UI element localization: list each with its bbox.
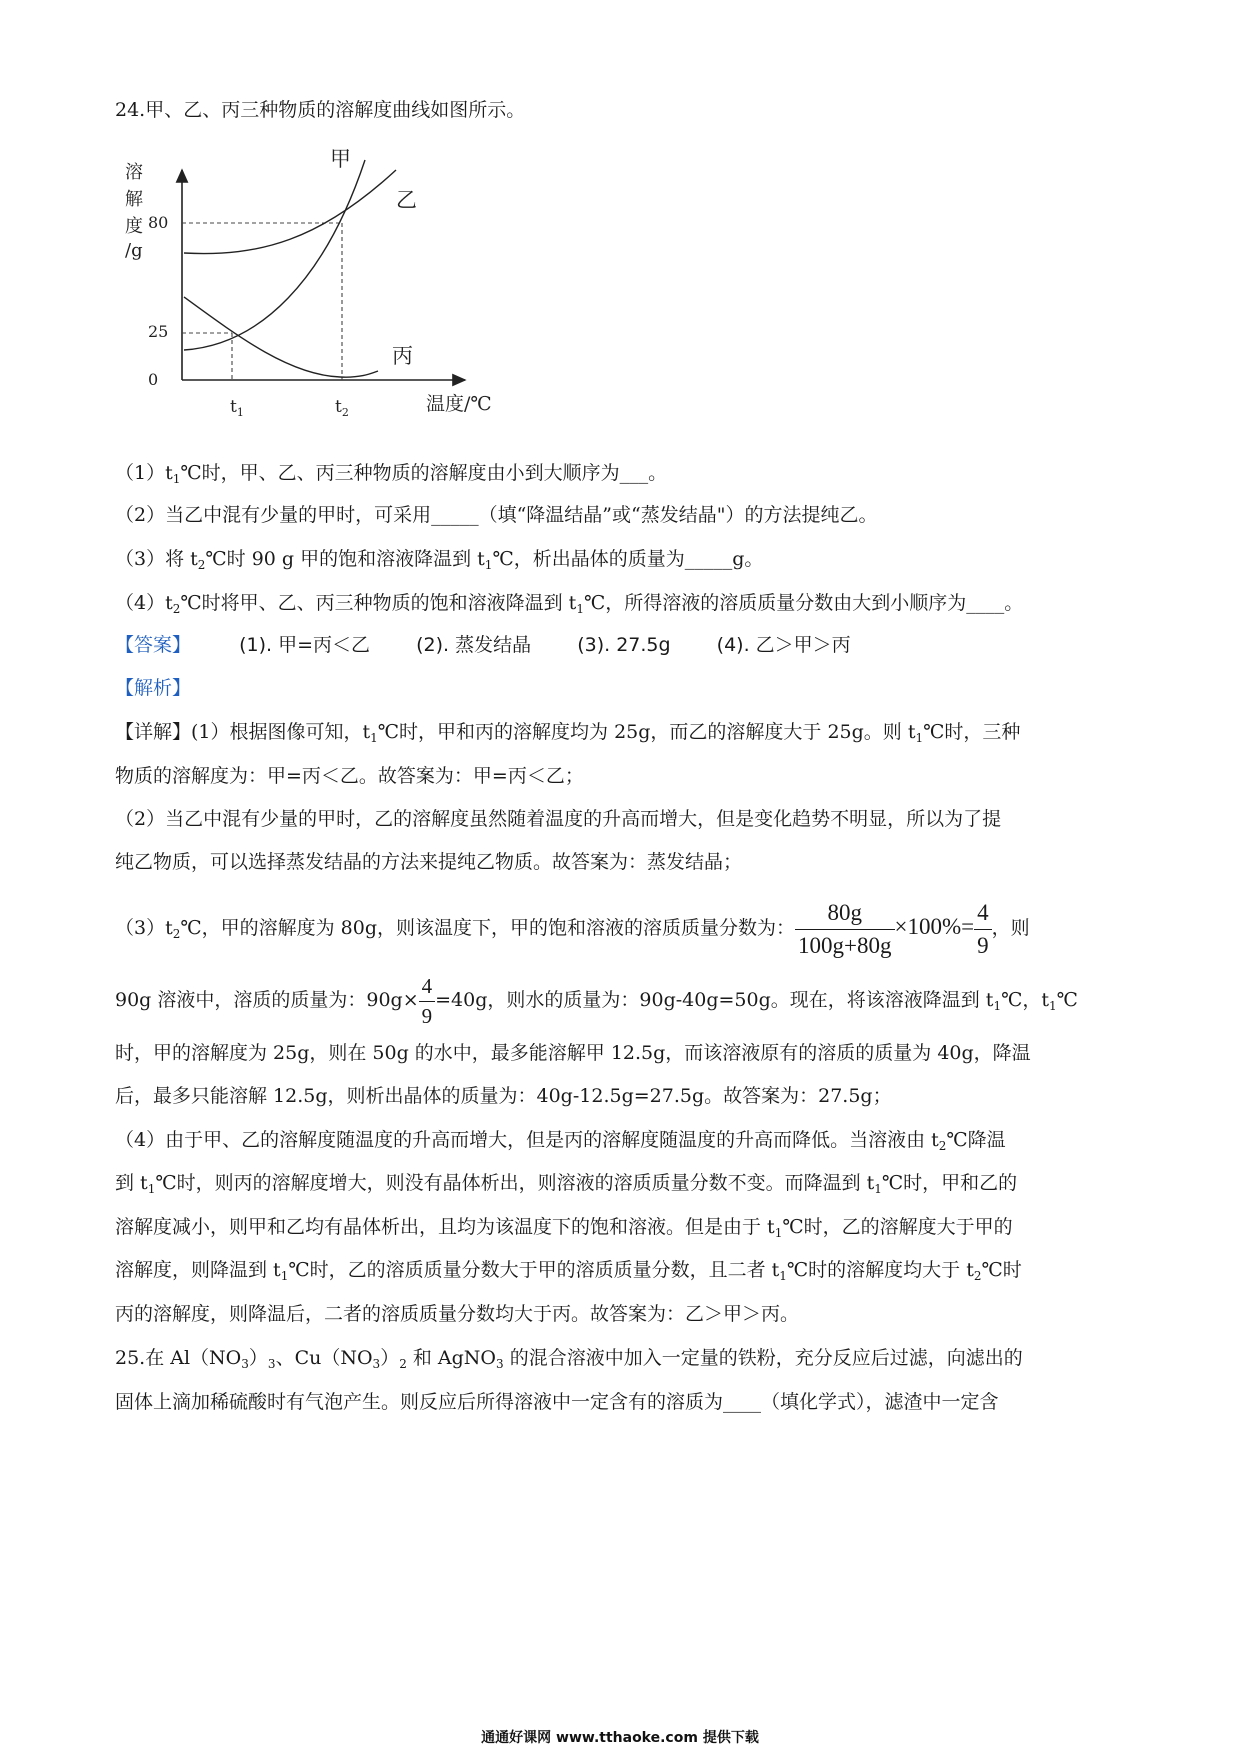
question-25-line2: 固体上滴加稀硫酸时有气泡产生。则反应后所得溶液中一定含有的溶质为____（填化学式），滤渣中一定含 [115,1391,999,1413]
detail-p1-line2: 物质的溶解度为：甲=丙＜乙。故答案为：甲=丙＜乙； [115,765,584,787]
y-axis-label-char: 解 [125,189,143,210]
detail-p4-line4: 溶解度，则降温到 $t_1℃$时，乙的溶质质量分数大于甲的溶质质量分数，且二者 $t_1℃$时的溶解度均大于 $t_2℃$时 [115,1259,1022,1283]
x-axis-label: 温度/℃ [426,393,492,415]
fraction-four-ninths-small: $\frac{4}{9}$ [419,973,436,1030]
detail-p4-line3: 溶解度减小，则甲和乙均有晶体析出，且均为该温度下的饱和溶液。但是由于 $t_1℃$时，乙的溶解度大于甲的 [115,1216,1013,1240]
sub-question-1: $(1)t_1℃$时，甲、乙、丙三种物质的溶解度由小到大顺序为___。 [115,462,668,486]
x-tick-subscript: 2 [341,406,349,419]
page-footer: 通通好课网 www.tthaoke.com 提供下载 [481,1730,759,1746]
x-tick-subscript: 1 [236,406,244,419]
series-label: 乙 [396,188,417,212]
answer-line [115,632,851,658]
question-25-line1: 25.在 $Al(NO_3)_3$、$Cu(NO_3)_2$ 和 AgNO$_3$ 的混合溶液中加入一定量的铁粉，充分反应后过滤，向滤出的 [115,1347,1023,1371]
question-24-title: 24.甲、乙、丙三种物质的溶解度曲线如图所示。 [115,99,526,121]
chart-curves [184,160,396,377]
chart-guides [182,223,342,380]
answer-tag: 【答案】 [115,634,192,656]
series-label: 甲 [330,147,351,171]
detail-p4-line1: （4）由于甲、乙的溶解度随温度的升高而增大，但是丙的溶解度随温度的升高而降低。当溶液由 $t_2℃$降温 [115,1129,1006,1153]
analysis-tag: 【解析】 [115,677,192,699]
sub-question-4: $(4)t_2℃$时将甲、乙、丙三种物质的饱和溶液降温到 $t_1℃$，所得溶液的溶质质量分数由大到小顺序为____。 [115,592,1024,616]
detail-p1-line1: 【详解】(1）根据图像可知，$t_1℃$时，甲和丙的溶解度均为 25g，而乙的溶解度大于 25g。则 $t_1℃$时，三种 [115,721,1021,745]
solubility-chart [120,147,520,425]
detail-p3-line2: 90g 溶液中，溶质的质量为：90g× $\frac{4}{9}$ =40g，则水的质量为：90g-40g=50g。现在，将该溶液降温到 $t_1℃$，$t_1℃$ [115,973,1078,1028]
y-axis-label-char: 度 [125,216,143,237]
answer-2: (2). 蒸发结晶 [416,634,532,656]
y-tick-label: 0 [148,370,159,389]
answer-1: (1). 甲=丙＜乙 [239,634,371,656]
curve-yi [184,170,396,254]
x-tick-label: $t_2$ [335,397,349,419]
fraction-four-ninths: $\frac{4}{9}$ [974,898,992,961]
chart-labels [125,147,492,419]
detail-p4-line2: 到 $t_1℃$时，则丙的溶解度增大，则没有晶体析出，则溶液的溶质质量分数不变。而降温到 $t_1℃$时，甲和乙的 [115,1172,1018,1196]
answer-4: (4). 乙＞甲＞丙 [716,634,851,656]
y-axis-label-char: /g [125,240,143,261]
series-label: 丙 [392,344,413,368]
detail-p3-line1: $(3)t_2℃$，甲的溶解度为 80g，则该温度下，甲的饱和溶液的溶质质量分数为： $\frac{80g}{100g+80g}$ ×100%= $\frac{4}{9}$ ，则 [115,897,1030,964]
fraction-mass-ratio: $\frac{80g}{100g+80g}$ [795,898,894,961]
x-tick-label: $t_1$ [230,397,244,419]
detail-p4-line5: 丙的溶解度，则降温后，二者的溶质质量分数均大于丙。故答案为：乙＞甲＞丙。 [115,1303,800,1325]
y-tick-label: 80 [148,213,169,232]
detail-p2-line2: 纯乙物质，可以选择蒸发结晶的方法来提纯乙物质。故答案为：蒸发结晶； [115,851,743,873]
y-tick-label: 25 [148,322,169,341]
curve-jia [184,160,365,350]
chart-axes [182,170,465,380]
curve-bing [184,297,378,377]
detail-p3-line3: 时，甲的溶解度为 25g，则在 50g 的水中，最多能溶解甲 12.5g，而该溶液原有的溶质的质量为 40g，降温 [115,1042,1031,1064]
detail-p3-line4: 后，最多只能溶解 12.5g，则析出晶体的质量为：40g-12.5g=27.5g。故答案为：27.5g； [115,1085,892,1107]
detail-p2-line1: （2）当乙中混有少量的甲时，乙的溶解度虽然随着温度的升高而增大，但是变化趋势不明显，所以为了提 [115,808,1002,830]
y-axis-label-char: 溶 [125,162,143,183]
sub-question-2: （2）当乙中混有少量的甲时，可采用_____（填“降温结晶”或“蒸发结晶"）的方法提纯乙。 [115,504,878,526]
answer-3: (3). 27.5g [577,634,671,656]
sub-question-3: （3）将 $t_2℃$时 90 g 甲的饱和溶液降温到 $t_1℃$，析出晶体的质量为_____g。 [115,548,764,572]
